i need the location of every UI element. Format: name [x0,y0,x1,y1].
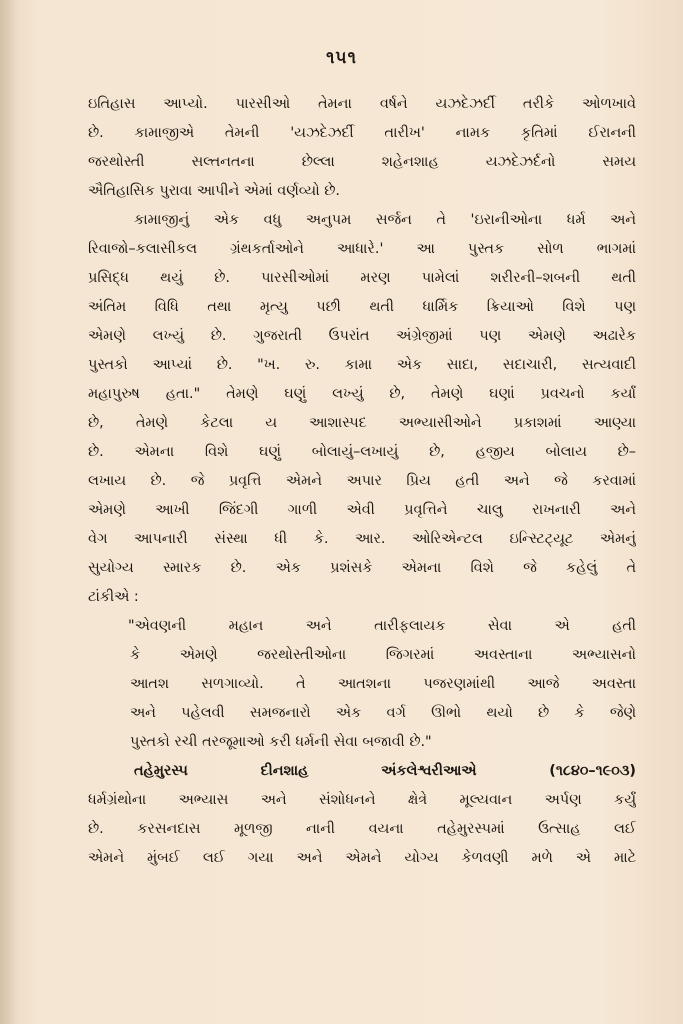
text-line: પુસ્તકો આપ્યાં છે. "ખ. રુ. કામા એક સાદા, સદાચારી, સત્યવાદી [88,357,636,373]
quote-line: આતશ સળગાવ્યો. તે આતશના પજરણમાંથી આજે અવસ્તા [130,676,636,692]
text-line: છે. કામાજીએ તેમની 'યઝદેઝર્દી તારીખ' નામક કૃતિમાં ઈરાનની [88,125,636,141]
text-line: મહાપુરુષ હતા." તેમણે ઘણું લખ્યું છે, તેમણે ઘણાં પ્રવચનો કર્યાં [88,386,636,402]
text-line: એમને મુંબઈ લઈ ગયા અને એમને યોગ્ય કેળવણી મળે એ માટે [88,850,636,866]
text-line: વેગ આપનારી સંસ્થા ધી કે. આર. ઓરિએન્ટલ ઇન્સ્ટિટ્યૂટ એમનું [88,531,636,547]
text-line: એમણે લખ્યું છે. ગુજરાતી ઉપરાંત અંગ્રેજીમાં પણ એમણે અઢારેક [88,328,636,344]
text-line: ધર્મગ્રંથોના અભ્યાસ અને સંશોધનને ક્ષેત્રે મૂલ્યવાન અર્પણ કર્યું [88,792,636,808]
paragraph-heading: તહેમુરસ્પ દીનશાહ અંકલેશ્વરીઆએ (૧૮૪૦–૧૯૦૩) [134,763,636,779]
text-line: છે, તેમણે કેટલા ય આશાસ્પદ અભ્યાસીઓને પ્રકાશમાં આણ્યા [88,415,636,431]
text-line: રિવાજો–કલાસીકલ ગ્રંથકર્તાઓને આધારે.' આ પુસ્તક સોળ ભાગમાં [88,241,636,257]
text-line: છે. કરસનદાસ મૂળજી નાની વયના તહેમુરસ્પમાં ઉત્સાહ લઈ [88,821,636,837]
text-line: ટાંકીએ : [88,589,139,605]
quote-line: પુસ્તકો રચી તરજૂમાઓ કરી ધર્મની સેવા બજાવી છે." [130,734,432,750]
text-line: પ્રસિદ્ધ થયું છે. પારસીઓમાં મરણ પામેલાં શરીરની–શબની થતી [88,270,636,286]
page-number: ૧૫૧ [326,48,357,68]
text-line: છે. એમના વિશે ઘણું બોલાયું–લખાયું છે, હજીય બોલાય છે– [88,444,636,460]
paragraph-start-line: કામાજીનું એક વધુ અનુપમ સર્જન તે 'ઇરાનીઓના ધર્મ અને [134,212,636,228]
text-line: સુયોગ્ય સ્મારક છે. એક પ્રશંસકે એમના વિશે જે કહેલું તે [88,560,636,576]
text-line: અંતિમ વિધિ તથા મૃત્યુ પછી થતી ધાર્મિક ક્રિયાઓ વિશે પણ [88,299,636,315]
quote-line: અને પહેલવી સમજનારો એક વર્ગ ઊભો થયો છે કે જેણે [130,705,636,721]
text-line: ઇતિહાસ આપ્યો. પારસીઓ તેમના વર્ષને યઝદેઝર્દી તરીકે ઓળખાવે [88,96,636,112]
text-line: જરથોસ્તી સલ્તનતના છેલ્લા શહેનશાહ યઝદેઝર્દનો સમય [88,154,636,170]
text-line: લખાય છે. જે પ્રવૃત્તિ એમને અપાર પ્રિય હતી અને જે કરવામાં [88,473,636,489]
text-line: એમણે આખી જિંદગી ગાળી એવી પ્રવૃત્તિને ચાલુ રાખનારી અને [88,502,636,518]
quote-line: "એવણની મહાન અને તારીફલાયક સેવા એ હતી [128,618,636,634]
quote-line: કે એમણે જરથોસ્તીઓના જિગરમાં અવસ્તાના અભ્યાસનો [130,647,636,663]
body-text [88,90,636,873]
text-line: ઐતિહાસિક પુરાવા આપીને એમાં વર્ણવ્યો છે. [88,183,340,199]
spine-shadow [0,0,18,1024]
